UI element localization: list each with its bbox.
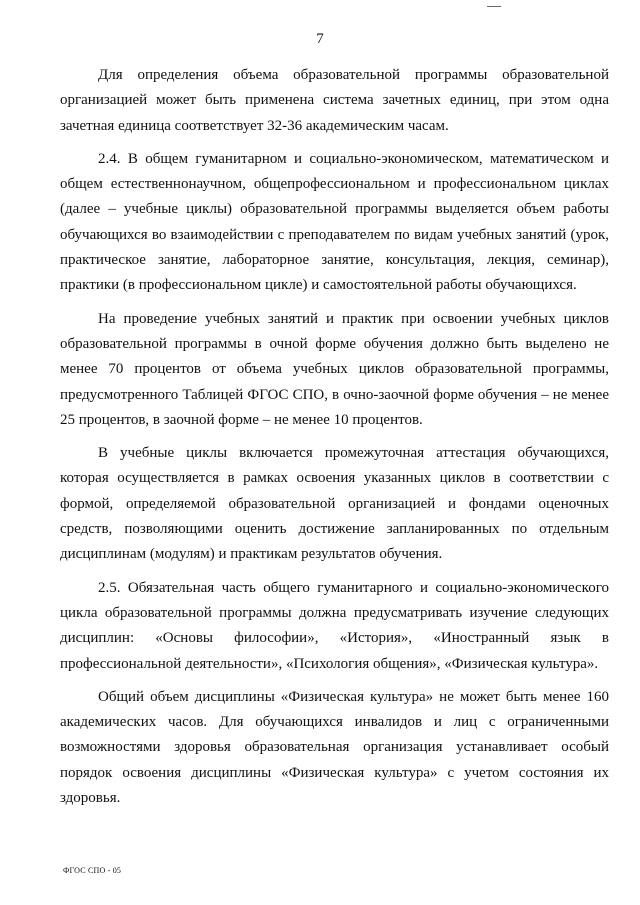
- paragraph-attestation: В учебные циклы включается промежуточная аттестация обучающихся, которая осуществляется в рамках освоения указанных циклов в соответствии с формой, определяемой образовательной организацией и фондами оценочных средств, позволяющими оценить достижение запланированных по отдельным дисциплинам (модулям) и практикам результатов обучения.: [60, 445, 609, 563]
- paragraph-practice-share: На проведение учебных занятий и практик при освоении учебных циклов образовательной программы в очной форме обучения должно быть выделено не менее 70 процентов от объема учебных циклов образовательной программы, предусмотренного Таблицей ФГОС СПО, в очно-заочной форме обучения – не менее 25 процентов, в заочной форме – не менее 10 процентов.: [60, 310, 609, 428]
- paragraph-physical-culture: Общий объем дисциплины «Физическая культура» не может быть менее 160 академических часов. Для обучающихся инвалидов и лиц с ограниченными возможностями здоровья образовательная организация устанавливает особый порядок освоения дисциплины «Физическая культура» с учетом состояния их здоровья.: [60, 688, 609, 807]
- paragraph-2-5: 2.5. Обязательная часть общего гуманитарного и социально-экономического цикла образовательной программы должна предусматривать изучение следующих дисциплин: «Основы философии», «История», «Иностранный язык в профессиональной деятельности», «Психология общения», «Физическая культура».: [60, 579, 609, 672]
- footer-code: ФГОС СПО - 05: [63, 866, 122, 875]
- body-text: [60, 63, 609, 811]
- paragraph-credit-units: Для определения объема образовательной программы образовательной организацией может быть применена система зачетных единиц, при этом одна зачетная единица соответствует 32-36 академическим часам.: [60, 67, 609, 134]
- page-number: 7: [316, 31, 324, 47]
- paragraph-2-4: 2.4. В общем гуманитарном и социально-экономическом, математическом и общем естественнонаучном, общепрофессиональном и профессиональном циклах (далее – учебные циклы) образовательной программы выделяется объем работы обучающихся во взаимодействии с преподавателем по видам учебных занятий (урок, практическое занятие, лабораторное занятие, консультация, лекция, семинар), практики (в профессиональном цикле) и самостоятельной работы обучающихся.: [60, 150, 609, 294]
- scan-mark: [487, 6, 501, 7]
